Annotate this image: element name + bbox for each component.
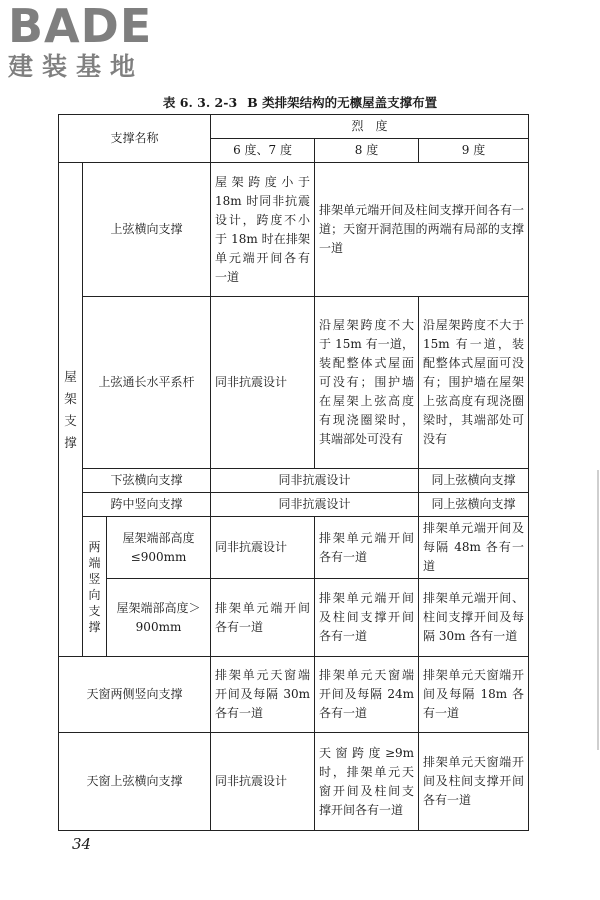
end-group-cell [83,517,107,657]
cell-67: 同非抗震设计 [211,733,315,831]
row-name: 下弦横向支撑 [83,469,211,493]
table-row [59,297,529,469]
page-number: 34 [72,835,92,853]
logo-subtitle: 建装基地 [8,52,145,81]
cell-8: 沿屋架跨度不大于 15m 有一道，装配整体式屋面可没有；围护墙在屋架上弦高度有现浇圈梁时，其端部处可没有 [315,297,419,469]
table-row [59,493,529,517]
table-title: B 类排架结构的无檩屋盖支撑布置 [247,95,438,110]
table-row [59,733,529,831]
header-col3: 9 度 [419,139,529,163]
cell-67: 屋架跨度小于 18m 时同非抗震设计，跨度不小于 18m 时在排架单元端开间各有一道 [211,163,315,297]
cell-9: 同上弦横向支撑 [419,493,529,517]
table-row [59,657,529,733]
cell-678: 同非抗震设计 [211,493,419,517]
header-name: 支撑名称 [59,115,211,163]
table-row [59,579,529,657]
roof-group-cell [59,163,83,657]
cell-67: 同非抗震设计 [211,517,315,579]
cell-67: 排架单元端开间各有一道 [211,579,315,657]
row-name: 天窗两侧竖向支撑 [59,657,211,733]
cell-8: 排架单元天窗端开间及每隔 24m 各有一道 [315,657,419,733]
scan-edge-line [597,470,599,750]
logo-wordmark: BADE [8,0,153,53]
cell-9: 沿屋架跨度不大于 15m 有一道，装配整体式屋面可没有；围护墙在屋架上弦高度有现浇圈梁时，其端部处可没有 [419,297,529,469]
cell-8: 排架单元端开间及柱间支撑开间各有一道 [315,579,419,657]
header-col2: 8 度 [315,139,419,163]
row-name: 屋架端部高度＞900mm [107,579,211,657]
row-name: 上弦通长水平系杆 [83,297,211,469]
row-name: 天窗上弦横向支撑 [59,733,211,831]
cell-67: 排架单元天窗端开间及每隔 30m 各有一道 [211,657,315,733]
table-row [59,517,529,579]
cell-678: 同非抗震设计 [211,469,419,493]
bracing-table [58,114,529,831]
roof-group-label: 屋 架 支 撑 [64,368,77,450]
table-caption [0,93,600,111]
cell-8: 排架单元端开间各有一道 [315,517,419,579]
header-row [59,115,529,139]
row-name: 屋架端部高度≤900mm [107,517,211,579]
cell-67: 同非抗震设计 [211,297,315,469]
header-col1: 6 度、7 度 [211,139,315,163]
table-row [59,469,529,493]
cell-9: 排架单元端开间、柱间支撑开间及每隔 30m 各有一道 [419,579,529,657]
bade-logo [8,2,198,82]
header-intensity: 烈 度 [211,115,529,139]
cell-8: 天窗跨度≥9m时，排架单元天窗开间及柱间支撑开间各有一道 [315,733,419,831]
table-row [59,163,529,297]
cell-9: 同上弦横向支撑 [419,469,529,493]
cell-89: 排架单元端开间及柱间支撑开间各有一道；天窗开洞范围的两端有局部的支撑一道 [315,163,529,297]
row-name: 跨中竖向支撑 [83,493,211,517]
cell-9: 排架单元天窗端开间及每隔 18m 各有一道 [419,657,529,733]
table-number: 表 6. 3. 2-3 [162,95,238,110]
cell-9: 排架单元端开间及每隔 48m 各有一道 [419,517,529,579]
row-name: 上弦横向支撑 [83,163,211,297]
cell-9: 排架单元天窗端开间及柱间支撑开间各有一道 [419,733,529,831]
end-group-label: 两 端 竖 向 支 撑 [88,539,101,634]
